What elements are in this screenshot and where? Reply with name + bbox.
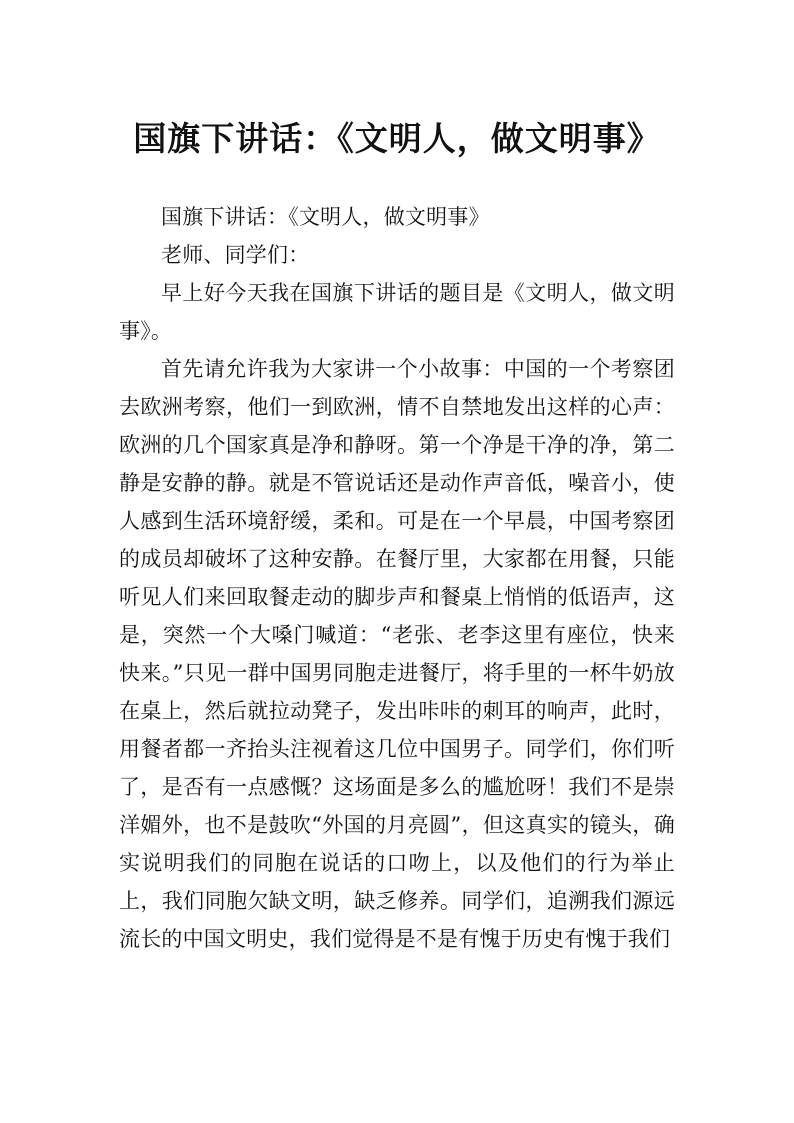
paragraph-intro: 早上好今天我在国旗下讲话的题目是《文明人，做文明事》。 <box>119 281 675 343</box>
document-title: 国旗下讲话：《文明人，做文明事》 <box>133 119 661 159</box>
paragraph-subtitle: 国旗下讲话：《文明人，做文明事》 <box>161 205 490 229</box>
paragraph-story: 首先请允许我为大家讲一个小故事：中国的一个考察团去欧洲考察，他们一到欧洲，情不自禁地发出这样的心声：欧洲的几个国家真是净和静呀。第一个净是干净的净，第二静是安静的静。就是不管说话还是动作声音低，噪音小，使人感到生活环境舒缓，柔和。可是在一个早晨，中国考察团的成员却破坏了这种安静。在餐厅里，大家都在用餐，只能听见人们来回取餐走动的脚步声和餐桌上悄悄的低语声，这是，突然一个大嗓门喊道：“老张、老李这里有座位，快来快来。”只见一群中国男同胞走进餐厅，将手里的一杯牛奶放在桌上，然后就拉动凳子，发出咔咔的刺耳的响声，此时，用餐者都一齐抬头注视着这几位中国男子。同学们，你们听了，是否有一点感慨？这场面是多么的尴尬呀！我们不是崇洋媚外，也不是鼓吹“外国的月亮圆”，但这真实的镜头，确实说明我们的同胞在说话的口吻上，以及他们的行为举止上，我们同胞欠缺文明，缺乏修养。同学们，追溯我们源远流长的中国文明史，我们觉得是不是有愧于历史有愧于我们 <box>119 357 675 951</box>
paragraph-greeting: 老师、同学们： <box>161 243 310 267</box>
document-body <box>119 198 675 958</box>
